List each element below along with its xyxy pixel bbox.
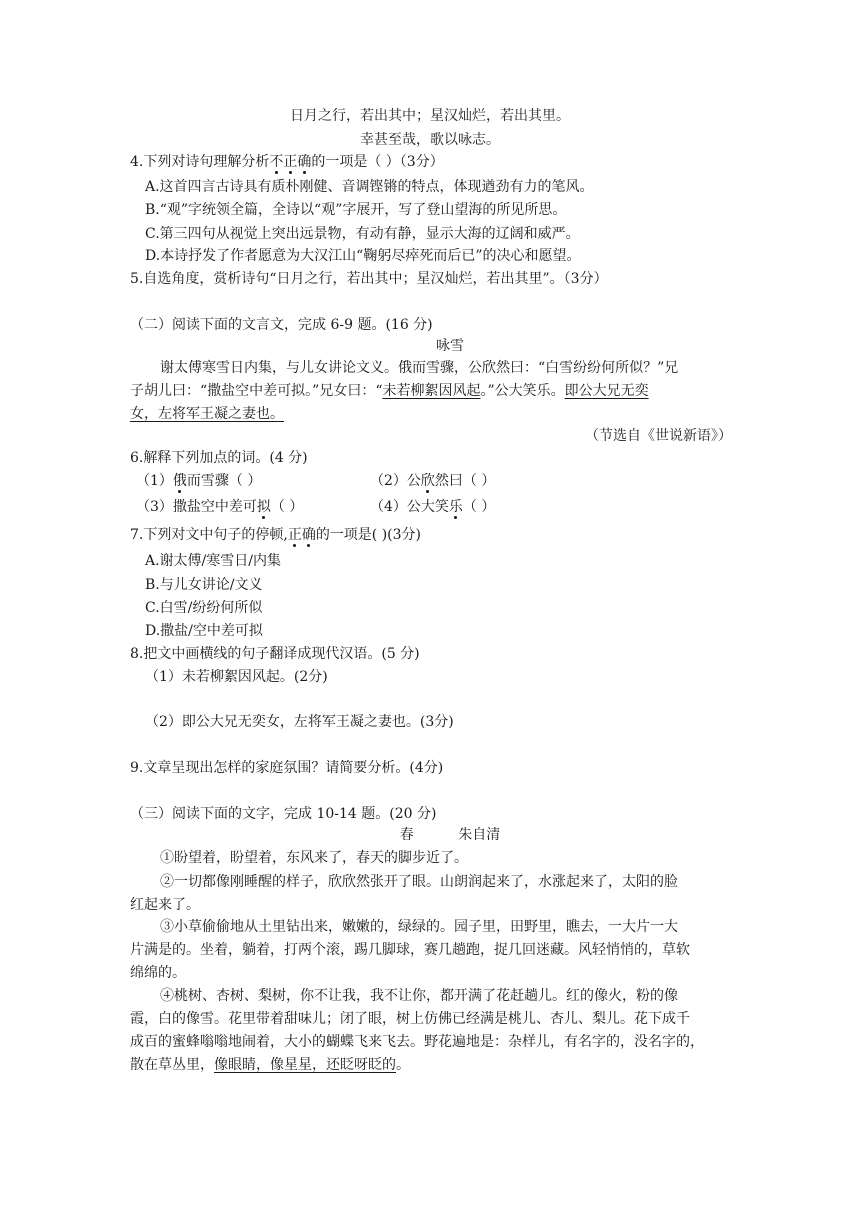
question-4-option-d: D.本诗抒发了作者愿意为大汉江山“鞠躬尽瘁死而后已”的决心和愿望。: [145, 248, 581, 264]
question-4: [130, 152, 444, 172]
question-6-item-4: [370, 497, 495, 517]
passage-3-para-4-line-3: 成百的蜜蜂嗡嗡地闹着，大小的蝴蝶飞来飞去。野花遍地是：杂样儿，有名字的，没名字的，: [130, 1034, 704, 1050]
item-text: 然曰（ ）: [434, 473, 496, 489]
question-8: 8.把文中画横线的句子翻译成现代汉语。(5 分): [130, 646, 420, 662]
question-7-option-d: D.撒盐/空中差可拟: [145, 623, 263, 639]
question-4-option-c: C.第三四句从视觉上突出远景物，有动有静，显示大海的辽阔和威严。: [145, 226, 580, 242]
item-text: （1）: [136, 473, 173, 489]
question-8-sentence-2: （2）即公大兄无奕女，左将军王凝之妻也。(3分): [145, 714, 454, 730]
item-text: （2）公: [370, 473, 421, 489]
emphasis-dot-char: 不: [269, 154, 284, 170]
question-7-option-a: A.谢太傅/寒雪日/内集: [145, 553, 281, 569]
passage-3-para-3-line-2: 片满是的。坐着，躺着，打两个滚，踢几脚球，赛几趟跑，捉几回迷藏。风轻悄悄的，草软: [130, 942, 690, 958]
question-4-option-b: B.“观”字统领全篇，全诗以“观”字展开，写了登山望海的所见所思。: [145, 202, 567, 218]
emphasis-dot-char: 欣: [420, 473, 435, 489]
question-7-option-b: B.与儿女讲论/文义: [145, 577, 263, 593]
passage-3-para-3-line-1: ③小草偷偷地从土里钻出来，嫩嫩的，绿绿的。园子里，田野里，瞧去，一大片一大: [160, 919, 678, 935]
passage-2-line-1: 谢太傅寒雪日内集，与儿女讲论文义。俄而雪骤，公欣然曰：“白雪纷纷何所似？”兄: [160, 360, 679, 376]
question-4-option-a: A.这首四言古诗具有质朴刚健、音调铿锵的特点，体现遒劲有力的笔风。: [145, 179, 594, 195]
section-3-title: 春 朱自清: [399, 827, 501, 843]
question-9: 9.文章呈现出怎样的家庭氛围？请简要分析。(4分): [130, 760, 444, 776]
passage-text: 散在草丛里，: [130, 1057, 214, 1073]
underlined-sentence: 女，左将军王凝之妻也。: [130, 406, 284, 422]
question-8-sentence-1: （1）未若柳絮因风起。(2分): [145, 669, 328, 685]
passage-3-para-4-line-1: ④桃树、杏树、梨树，你不让我，我不让你，都开满了花赶趟儿。红的像火，粉的像: [160, 988, 678, 1004]
question-7-option-c: C.白雪/纷纷何所似: [145, 600, 263, 616]
passage-3-para-3-line-3: 绵绵的。: [130, 965, 186, 981]
passage-2-line-2: [130, 381, 649, 401]
passage-text: 。: [396, 1057, 410, 1073]
question-4-stem-post: 的一项是（ ）（3分）: [311, 154, 444, 170]
question-6-item-3: [136, 497, 303, 517]
passage-3-para-2-line-1: ②一切都像刚睡醒的样子，欣欣然张开了眼。山朗润起来了，水涨起来了，太阳的脸: [160, 874, 678, 890]
question-4-stem-pre: 4.下列对诗句理解分析: [130, 154, 270, 170]
passage-3-para-4-line-4: [130, 1055, 410, 1075]
emphasis-dot-char: 正: [283, 154, 298, 170]
question-7: [130, 525, 421, 545]
underlined-sentence: 即公大兄无奕: [564, 383, 649, 399]
emphasis-dot-char: 确: [301, 527, 316, 543]
question-7-stem-pre: 7.下列对文中句子的停顿,: [130, 527, 288, 543]
section-2-heading: （二）阅读下面的文言文，完成 6-9 题。(16 分): [130, 317, 433, 333]
item-text: 而雪骤（ ）: [186, 473, 262, 489]
underlined-sentence: 像眼睛，像星星，还眨呀眨的: [214, 1057, 396, 1073]
emphasis-dot-char: 确: [297, 154, 312, 170]
passage-3-para-2-line-2: 红起来了。: [130, 897, 200, 913]
section-3-heading: （三）阅读下面的文字，完成 10-14 题。(20 分): [130, 806, 437, 822]
item-text: （3）撒盐空中差可: [136, 499, 257, 515]
item-text: （4）公大笑: [370, 499, 449, 515]
question-7-stem-post: 的一项是( )(3分): [315, 527, 422, 543]
passage-2-source: （节选自《世说新语》）: [585, 428, 732, 444]
poem-line-1: 日月之行，若出其中；星汉灿烂，若出其里。: [290, 108, 570, 124]
passage-text: 。”公大笑乐。: [480, 383, 565, 399]
question-6-item-1: [136, 471, 261, 491]
passage-3-para-1: ①盼望着，盼望着，东风来了，春天的脚步近了。: [160, 850, 468, 866]
passage-3-para-4-line-2: 霞，白的像雪。花里带着甜味儿；闭了眼，树上仿佛已经满是桃儿、杏儿、梨儿。花下成千: [130, 1011, 690, 1027]
passage-2-line-3: [130, 404, 284, 424]
emphasis-dot-char: 俄: [172, 473, 187, 489]
underlined-sentence: 未若柳絮因风起: [382, 383, 481, 399]
emphasis-dot-char: 正: [287, 527, 302, 543]
item-text: （ ）: [462, 499, 496, 515]
question-6: 6.解释下列加点的词。(4 分): [130, 450, 308, 466]
question-6-item-2: [370, 471, 495, 491]
item-text: （ ）: [270, 499, 304, 515]
emphasis-dot-char: 乐: [448, 499, 463, 515]
passage-text: 子胡儿曰：“撒盐空中差可拟。”兄女曰：“: [130, 383, 383, 399]
emphasis-dot-char: 拟: [256, 499, 271, 515]
poem-line-2: 幸甚至哉，歌以咏志。: [360, 132, 500, 148]
section-2-title: 咏雪: [436, 338, 464, 354]
question-5: 5.自选角度，赏析诗句“日月之行，若出其中；星汉灿烂，若出其里”。（3分）: [130, 271, 608, 287]
